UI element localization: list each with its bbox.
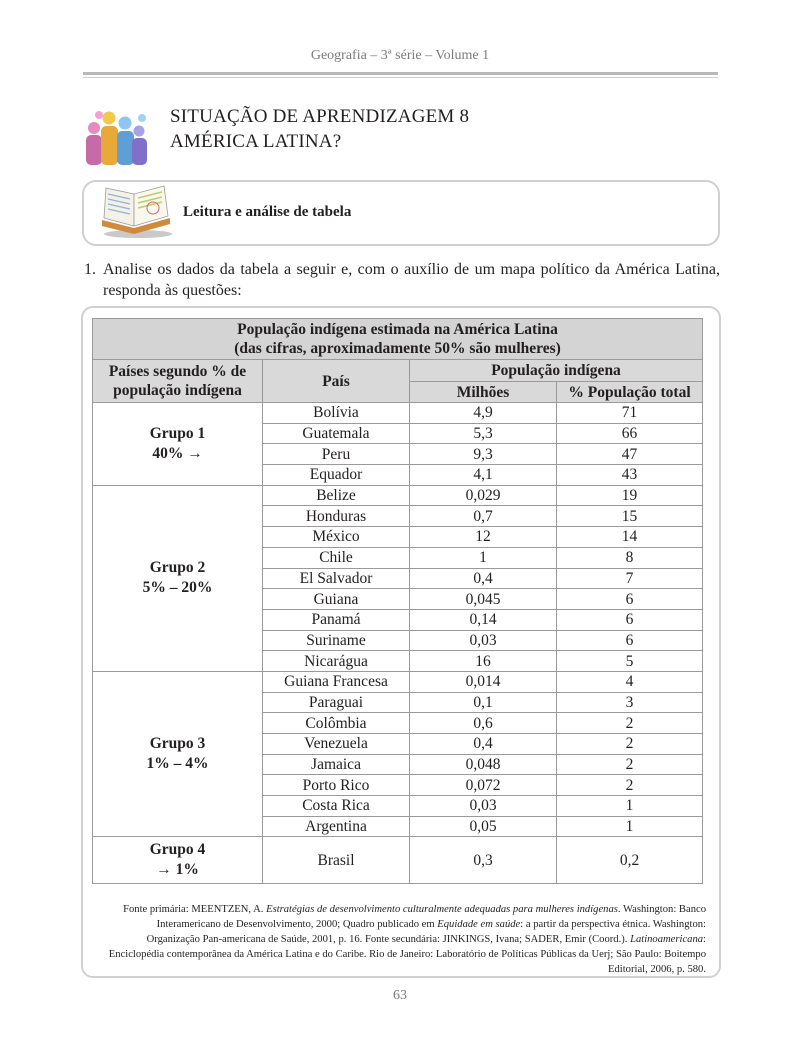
percent-cell: 2 (557, 775, 703, 796)
millions-cell: 0,029 (410, 485, 557, 506)
table-row (93, 403, 703, 424)
section-box (82, 180, 720, 246)
percent-cell: 1 (557, 796, 703, 817)
col-header-millions: Milhões (410, 382, 557, 403)
percent-cell: 0,2 (557, 837, 703, 884)
group-label (93, 485, 263, 671)
millions-cell: 12 (410, 527, 557, 548)
country-cell: Guiana Francesa (263, 671, 410, 692)
source-part4: : Enciclopédia contemporânea da América Latina e do Caribe. Rio de Janeiro: Laboratório de Políticas Públicas da Uerj; São Paulo: Boitempo Editorial, 2006, p. 580. (108, 934, 706, 975)
situacao-title-line1: SITUAÇÃO DE APRENDIZAGEM 8 (170, 106, 470, 127)
millions-cell: 0,05 (410, 816, 557, 837)
percent-cell: 3 (557, 692, 703, 713)
header-rule (83, 72, 718, 75)
group-label-name: Grupo 3 (149, 735, 206, 753)
group-label (93, 671, 263, 837)
percent-cell: 43 (557, 465, 703, 486)
percent-cell: 71 (557, 403, 703, 424)
country-cell: Brasil (263, 837, 410, 884)
col-header-group-line1: Países segundo % de (108, 363, 247, 380)
source-note (102, 902, 706, 977)
percent-cell: 6 (557, 609, 703, 630)
country-cell: Panamá (263, 609, 410, 630)
group-label-range: 5% – 20% (142, 579, 213, 597)
country-cell: Porto Rico (263, 775, 410, 796)
country-cell: El Salvador (263, 568, 410, 589)
country-cell: Paraguai (263, 692, 410, 713)
situacao-title (170, 104, 469, 154)
running-head: Geografia – 3ª série – Volume 1 (310, 48, 490, 63)
percent-cell: 8 (557, 547, 703, 568)
millions-cell: 0,1 (410, 692, 557, 713)
percent-cell: 14 (557, 527, 703, 548)
millions-cell: 0,6 (410, 713, 557, 734)
percent-cell: 2 (557, 713, 703, 734)
group-label (93, 403, 263, 486)
header-rule-thin (83, 77, 718, 78)
group-label-name: Grupo 2 (149, 559, 206, 577)
table-title-line2: (das cifras, aproximadamente 50% são mulheres) (234, 340, 561, 357)
percent-cell: 47 (557, 444, 703, 465)
col-header-population: População indígena (410, 360, 703, 382)
country-cell: Guatemala (263, 423, 410, 444)
question-text: Analise os dados da tabela a seguir e, com o auxílio de um mapa político da América Latina, responda às questões: (103, 261, 720, 299)
col-header-country: País (263, 360, 410, 403)
millions-cell: 0,045 (410, 589, 557, 610)
millions-cell: 0,4 (410, 568, 557, 589)
source-part2: . Washington: Banco Interamericano de Desenvolvimento, 2000; Quadro publicado em (156, 904, 706, 930)
group-label-range: 1% – 4% (146, 755, 209, 773)
situacao-title-line2: AMÉRICA LATINA? (170, 131, 342, 152)
table-row (93, 671, 703, 692)
millions-cell: 0,7 (410, 506, 557, 527)
percent-cell: 66 (557, 423, 703, 444)
percent-cell: 7 (557, 568, 703, 589)
source-prefix: Fonte primária: MEENTZEN, A. (123, 904, 267, 915)
country-cell: Costa Rica (263, 796, 410, 817)
country-cell: Venezuela (263, 734, 410, 755)
country-cell: Guiana (263, 589, 410, 610)
group-label-range: → 1% (156, 861, 199, 879)
percent-cell: 15 (557, 506, 703, 527)
percent-cell: 19 (557, 485, 703, 506)
millions-cell: 4,9 (410, 403, 557, 424)
millions-cell: 0,03 (410, 630, 557, 651)
table-row (93, 485, 703, 506)
group-label (93, 837, 263, 884)
millions-cell: 0,072 (410, 775, 557, 796)
millions-cell: 0,048 (410, 754, 557, 775)
millions-cell: 0,14 (410, 609, 557, 630)
country-cell: Colômbia (263, 713, 410, 734)
country-cell: Peru (263, 444, 410, 465)
group-label-range: 40% → (152, 444, 203, 462)
indigenous-population-table (92, 318, 703, 884)
percent-cell: 6 (557, 630, 703, 651)
table-body (93, 403, 703, 884)
country-cell: Chile (263, 547, 410, 568)
col-header-group (93, 360, 263, 403)
millions-cell: 0,3 (410, 837, 557, 884)
percent-cell: 4 (557, 671, 703, 692)
source-title3: Latinoamericana (630, 934, 704, 945)
country-cell: Jamaica (263, 754, 410, 775)
millions-cell: 5,3 (410, 423, 557, 444)
country-cell: Argentina (263, 816, 410, 837)
country-cell: Bolívia (263, 403, 410, 424)
question-1 (84, 259, 720, 301)
table-title (93, 319, 703, 360)
percent-cell: 6 (557, 589, 703, 610)
millions-cell: 0,4 (410, 734, 557, 755)
page-number: 63 (393, 988, 407, 1003)
group-label-name: Grupo 4 (149, 841, 206, 859)
table-title-line1: População indígena estimada na América Latina (237, 321, 558, 338)
source-title2: Equidade em saúde (437, 919, 521, 930)
country-cell: Honduras (263, 506, 410, 527)
country-cell: México (263, 527, 410, 548)
millions-cell: 0,014 (410, 671, 557, 692)
percent-cell: 2 (557, 754, 703, 775)
table-row (93, 837, 703, 884)
country-cell: Belize (263, 485, 410, 506)
millions-cell: 4,1 (410, 465, 557, 486)
millions-cell: 0,03 (410, 796, 557, 817)
group-label-name: Grupo 1 (149, 424, 206, 442)
percent-cell: 1 (557, 816, 703, 837)
source-title1: Estratégias de desenvolvimento culturalmente adequadas para mulheres indígenas (266, 904, 618, 915)
source-part3: : a partir da perspectiva étnica. Washington: Organização Pan-americana de Saúde, 2001, p. 16. Fonte secundária: JINKINGS, Ivana; SADER, Emir (Coord.). (146, 919, 706, 945)
country-cell: Equador (263, 465, 410, 486)
country-cell: Nicarágua (263, 651, 410, 672)
question-number: 1. (84, 261, 96, 278)
percent-cell: 2 (557, 734, 703, 755)
country-cell: Suriname (263, 630, 410, 651)
col-header-percent: % População total (557, 382, 703, 403)
millions-cell: 1 (410, 547, 557, 568)
col-header-group-line2: população indígena (113, 382, 242, 399)
section-label: Leitura e análise de tabela (183, 204, 352, 220)
people-group-icon (80, 104, 160, 168)
millions-cell: 9,3 (410, 444, 557, 465)
millions-cell: 16 (410, 651, 557, 672)
percent-cell: 5 (557, 651, 703, 672)
open-book-icon (98, 184, 176, 240)
